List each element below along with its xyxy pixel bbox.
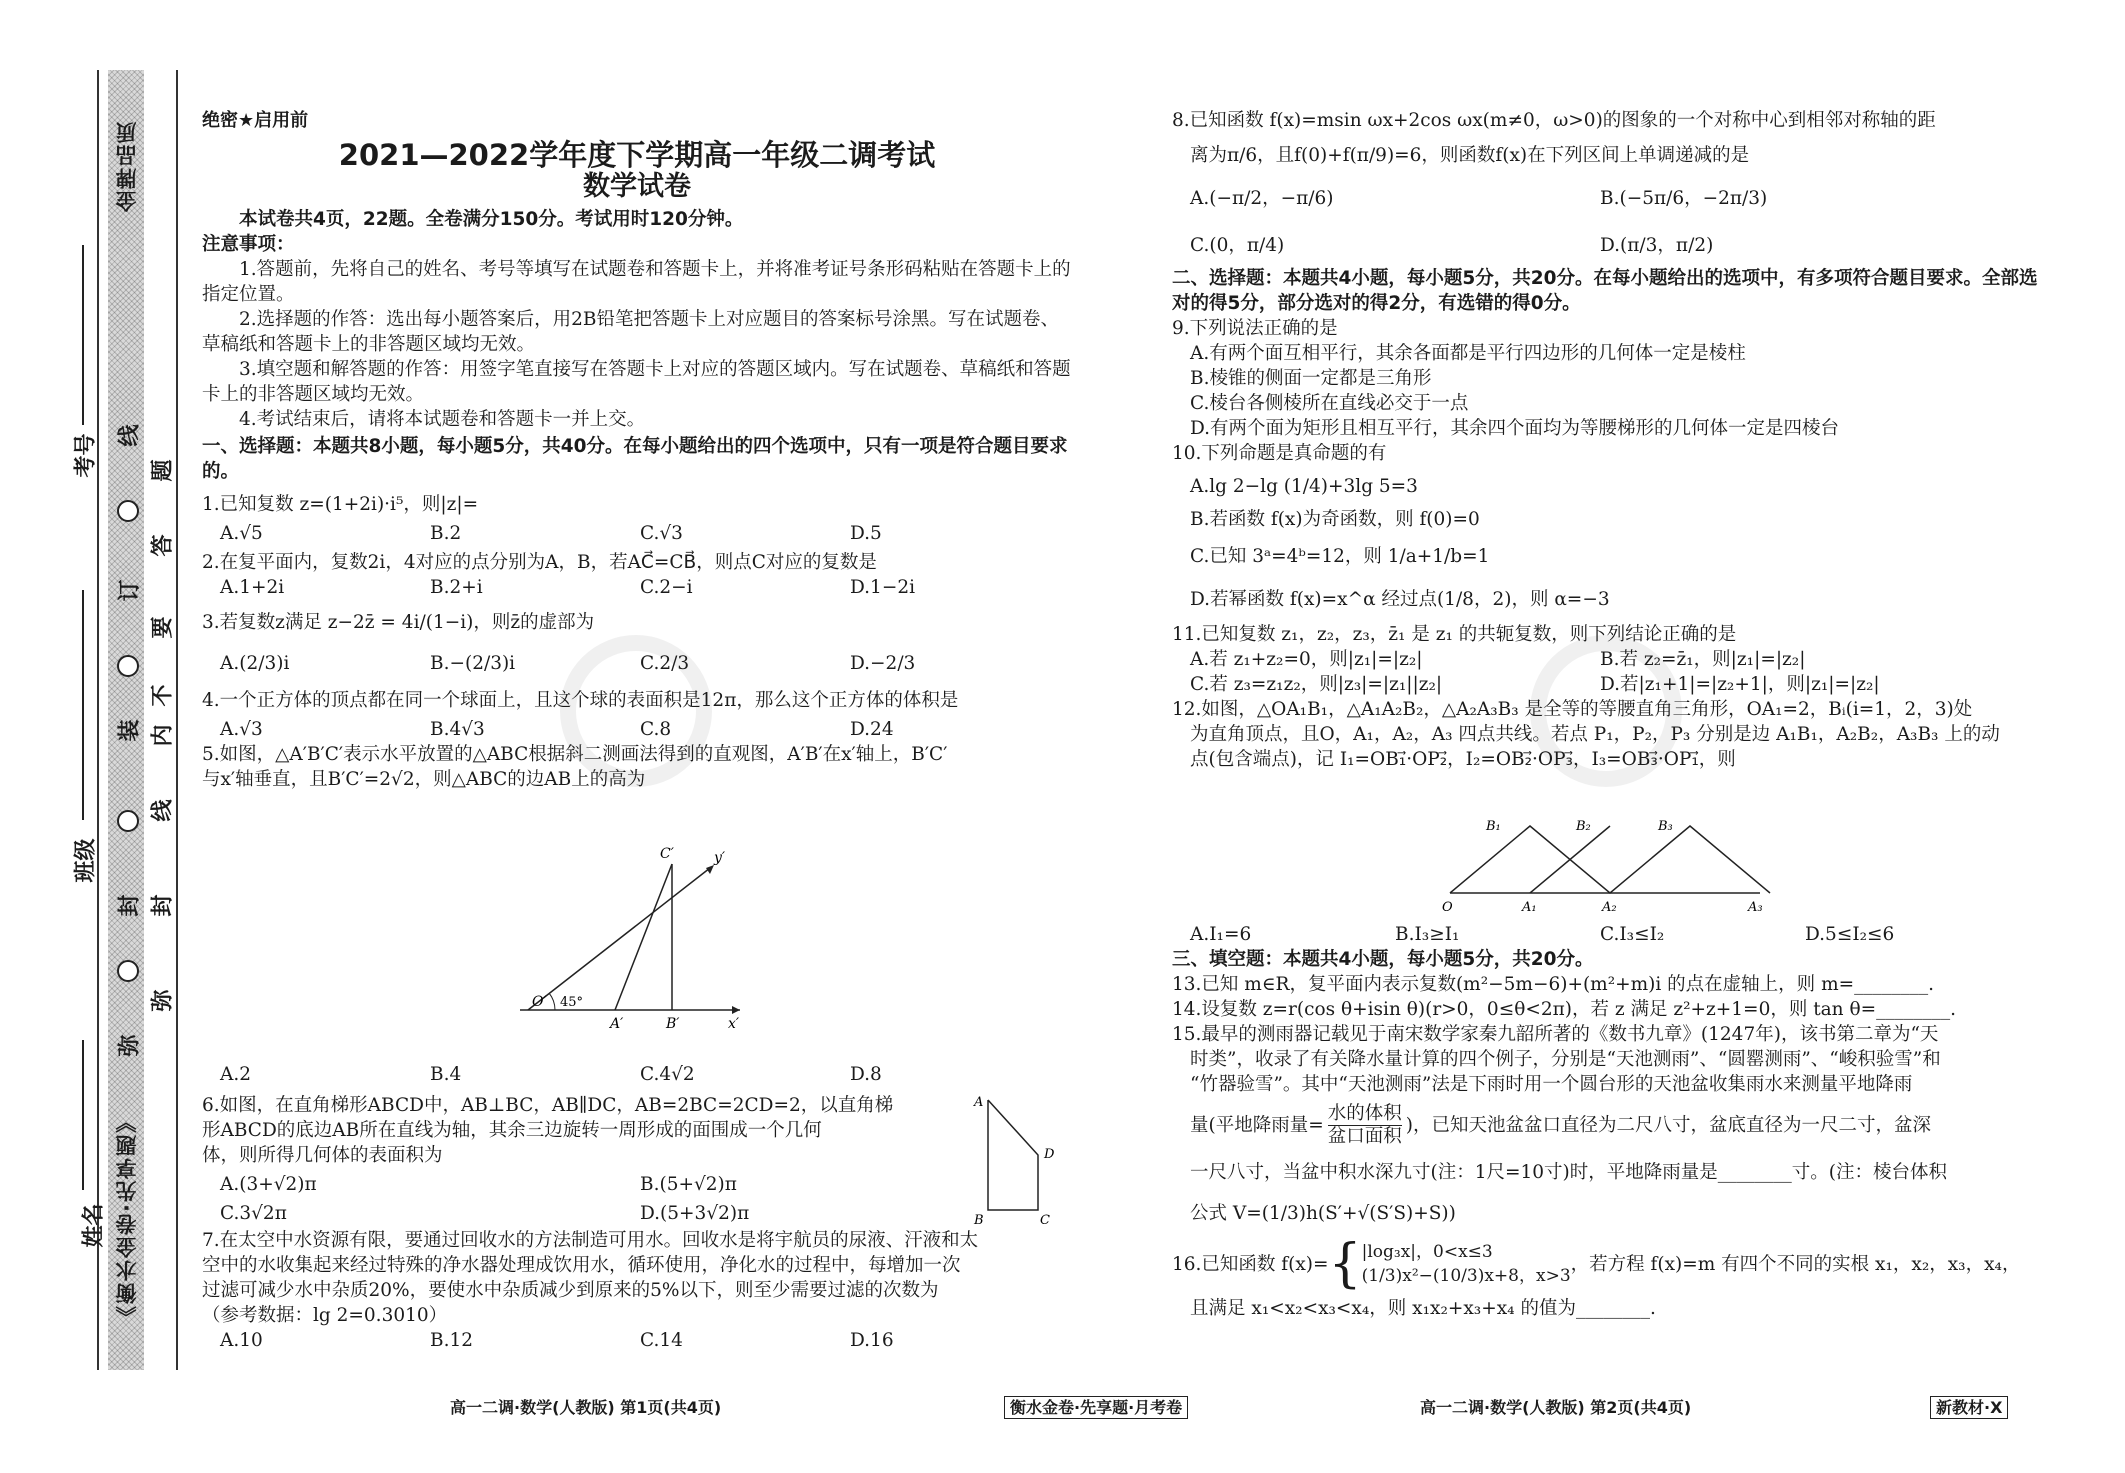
- option: C.2/3: [640, 653, 690, 674]
- left-page-lower: [202, 1062, 1072, 1353]
- options-6b: [220, 1201, 1072, 1226]
- secret-mark: 绝密★启用前: [202, 110, 309, 131]
- option: C.I₃≤I₂: [1600, 924, 1665, 945]
- exam-title: 2021—2022学年度下学期高一年级二调考试: [338, 138, 936, 172]
- option: B.若 z₂=z̄₁，则|z₁|=|z₂|: [1600, 649, 1806, 670]
- fraction: [1328, 1103, 1402, 1148]
- seal-rule-outer: [97, 70, 99, 1370]
- case: |log₃x|，0<x≤3: [1361, 1242, 1493, 1262]
- fig-label: B₂: [1576, 819, 1591, 834]
- question-6: 6.如图，在直角梯形ABCD中，AB⊥BC，AB∥DC，AB=2BC=2CD=2，以直角梯: [202, 1095, 894, 1116]
- option: D.若幂函数 f(x)=x^α 经过点(1/8，2)，则 α=−3: [1190, 589, 1610, 610]
- option: B.(−5π/6，−2π/3): [1600, 188, 1768, 209]
- seal-left-char: 装: [117, 719, 143, 742]
- seal-left-char: 订: [117, 579, 143, 602]
- seal-char: 内: [150, 724, 176, 747]
- question-11: 11.已知复数 z₁，z₂，z₃，z̄₁ 是 z₁ 的共轭复数，则下列结论正确的是: [1172, 624, 1737, 645]
- options-4: [220, 717, 1072, 742]
- question-7-cont: 过滤可减少水中杂质20%，要使水中杂质减少到原来的5%以下，则至少需要过滤的次数为: [202, 1280, 939, 1301]
- option: D.若|z₁+1|=|z₂+1|，则|z₁|=|z₂|: [1600, 674, 1880, 695]
- option: B.若函数 f(x)为奇函数，则 f(0)=0: [1190, 509, 1480, 530]
- option: D.(π/3，π/2): [1600, 235, 1714, 256]
- question-7-cont: （参考数据：lg 2=0.3010）: [202, 1305, 448, 1326]
- question-15: 15.最早的测雨器记载见于南宋数学家秦九韶所著的《数书九章》(1247年)，该书第二章为“天: [1172, 1024, 1939, 1045]
- seal-circle: [117, 500, 139, 522]
- options-1: [220, 521, 1072, 546]
- question-8-cont: 离为π/6，且f(0)+f(π/9)=6，则函数f(x)在下列区间上单调递减的是: [1190, 145, 1750, 166]
- section-1-heading: 一、选择题：本题共8小题，每小题5分，共40分。在每小题给出的四个选项中，只有一项是符合题目要求的。: [202, 436, 1068, 482]
- section-2-heading: 二、选择题：本题共4小题，每小题5分，共20分。在每小题给出的选项中，有多项符合题目要求。全部选对的得5分，部分选对的得2分，有选错的得0分。: [1172, 268, 2038, 314]
- fig-label: O′: [532, 994, 547, 1010]
- left-page: [202, 108, 1072, 792]
- option: D.16: [850, 1330, 894, 1351]
- options-3: [220, 651, 1072, 676]
- number-field-label: 考号: [73, 433, 99, 478]
- options-8a: [1190, 186, 2052, 211]
- text: ，若方程 f(x)=m 有四个不同的实根 x₁，x₂，x₃，x₄，: [1570, 1253, 2021, 1275]
- series-label: 《衡水金卷·先享题》: [115, 1110, 139, 1327]
- option: C.2−i: [640, 577, 693, 598]
- footer-tag-wrap: [1930, 1395, 2008, 1418]
- question-15-cont: 时类”，收录了有关降水量计算的四个例子，分别是“天池测雨”、“圆罂测雨”、“峻积验雪”和: [1190, 1049, 1941, 1070]
- seal-circle: [117, 960, 139, 982]
- option: C.14: [640, 1330, 683, 1351]
- option: D.5≤I₂≤6: [1805, 924, 1895, 945]
- fig-label: A₃: [1748, 900, 1763, 915]
- right-page: [1172, 108, 2052, 772]
- fig-label: D: [1044, 1147, 1055, 1162]
- text: 量(平地降雨量=: [1190, 1115, 1324, 1136]
- option: B.−(2/3)i: [430, 653, 516, 674]
- question-13: 13.已知 m∈R，复平面内表示复数(m²−5m−6)+(m²+m)i 的点在虚轴上，则 m=________.: [1172, 974, 1934, 995]
- option: D.1−2i: [850, 577, 916, 598]
- question-7: 7.在太空中水资源有限，要通过回收水的方法制造可用水。回收水是将宇航员的尿液、汗液和太: [202, 1230, 979, 1251]
- text: )，已知天池盆盆口直径为二尺八寸，盆底直径为一尺二寸，盆深: [1405, 1115, 1931, 1136]
- seal-char: 答: [150, 534, 176, 557]
- option: D.5: [850, 523, 882, 544]
- option: B.(5+√2)π: [640, 1174, 737, 1195]
- brand-label: 金牌品质: [115, 120, 139, 212]
- exam-info: 本试卷共4页，22题。全卷满分150分。考试用时120分钟。: [239, 209, 744, 230]
- question-15-cont: [1190, 1103, 2052, 1148]
- option: C.4√2: [640, 1064, 695, 1085]
- question-9: 9.下列说法正确的是: [1172, 318, 1338, 339]
- option: D.24: [850, 719, 894, 740]
- question-7-cont: 空中的水收集起来经过特殊的净水器处理成饮用水，循环使用，净化水的过程中，每增加一次: [202, 1255, 961, 1276]
- question-10: 10.下列命题是真命题的有: [1172, 443, 1387, 464]
- fig-label: x′: [728, 1016, 740, 1032]
- question-5-cont: 与x′轴垂直，且B′C′=2√2，则△ABC的边AB上的高为: [202, 769, 646, 790]
- footer-left: 高一二调·数学(人教版) 第1页(共4页): [450, 1398, 722, 1417]
- option: D.有两个面为矩形且相互平行，其余四个面均为等腰梯形的几何体一定是四棱台: [1190, 418, 1840, 439]
- option: A.2: [220, 1064, 252, 1085]
- seal-char: 封: [150, 894, 176, 917]
- footer-right: 高一二调·数学(人教版) 第2页(共4页): [1420, 1398, 1692, 1417]
- fig-label: B₃: [1658, 819, 1673, 834]
- option: C.8: [640, 719, 672, 740]
- question-8: 8.已知函数 f(x)=msin ωx+2cos ωx(m≠0，ω>0)的图象的一个对称中心到相邻对称轴的距: [1172, 110, 1936, 131]
- option: B.4√3: [430, 719, 485, 740]
- option: A.有两个面互相平行，其余各面都是平行四边形的几何体一定是棱柱: [1190, 343, 1746, 364]
- option: D.−2/3: [850, 653, 916, 674]
- text: 16.已知函数 f(x)=: [1172, 1253, 1329, 1275]
- option: B.2+i: [430, 577, 483, 598]
- seal-char: 不: [150, 684, 176, 707]
- option: A.lg 2−lg (1/4)+3lg 5=3: [1190, 476, 1418, 497]
- fig-label: 45°: [560, 995, 584, 1010]
- option: A.√3: [220, 719, 263, 740]
- question-14: 14.设复数 z=r(cos θ+isin θ)(r>0，0≤θ<2π)，若 z 满足 z²+z+1=0，则 tan θ=________.: [1172, 999, 1956, 1020]
- options-2: [220, 575, 1072, 600]
- seal-left-char: 线: [117, 424, 143, 447]
- option: B.棱锥的侧面一定都是三角形: [1190, 368, 1432, 389]
- option: B.2: [430, 523, 462, 544]
- option: A.若 z₁+z₂=0，则|z₁|=|z₂|: [1190, 649, 1423, 670]
- seal-char: 题: [150, 459, 176, 482]
- brace: {: [1328, 1234, 1362, 1294]
- option: A.1+2i: [220, 577, 285, 598]
- question-6-cont: 体，则所得几何体的表面积为: [202, 1145, 443, 1166]
- fraction-denominator: 盆口面积: [1327, 1126, 1402, 1147]
- options-6a: [220, 1172, 1072, 1197]
- question-1: 1.已知复数 z=(1+2i)·i⁵，则|z|=: [202, 494, 479, 515]
- option: C.已知 3ᵃ=4ᵇ=12，则 1/a+1/b=1: [1190, 546, 1490, 567]
- seal-char: 要: [150, 616, 176, 639]
- options-7: [220, 1328, 1072, 1353]
- question-4: 4.一个正方体的顶点都在同一个球面上，且这个球的表面积是12π，那么这个正方体的体积是: [202, 690, 959, 711]
- option: C.棱台各侧棱所在直线必交于一点: [1190, 393, 1469, 414]
- options-11a: [1190, 647, 2052, 672]
- right-page-lower: [1172, 922, 2052, 1321]
- options-5: [220, 1062, 1072, 1087]
- footer-tag: 新教材·X: [1930, 1396, 2008, 1419]
- class-field-label: 班级: [73, 838, 99, 883]
- question-3: 3.若复数z满足 z−2z̄ = 4i/(1−i)，则z̄的虚部为: [202, 612, 595, 633]
- option: B.4: [430, 1064, 462, 1085]
- question-15-cont: 一尺八寸，当盆中积水深九寸(注：1尺=10寸)时，平地降雨量是________寸。(注：棱台体积: [1190, 1162, 1947, 1183]
- note-item: 1.答题前，先将自己的姓名、考号等填写在试题卷和答题卡上，并将准考证号条形码粘贴在答题卡上的指定位置。: [202, 259, 1071, 305]
- options-8b: [1190, 233, 2052, 258]
- case: (1/3)x²−(10/3)x+8，x>3: [1361, 1266, 1571, 1286]
- seal-char: 弥: [150, 989, 176, 1012]
- option: A.I₁=6: [1190, 924, 1252, 945]
- option: A.(3+√2)π: [220, 1174, 317, 1195]
- option: D.8: [850, 1064, 882, 1085]
- note-item: 2.选择题的作答：选出每小题答案后，用2B铅笔把答题卡上对应题目的答案标号涂黑。写在试题卷、草稿纸和答题卡上的非答题区域均无效。: [202, 309, 1060, 355]
- footer-center: 衡水金卷·先享题·月考卷: [1004, 1396, 1188, 1419]
- fig-label: B: [974, 1213, 984, 1228]
- question-16-cont: 且满足 x₁<x₂<x₃<x₄，则 x₁x₂+x₃+x₄ 的值为________.: [1190, 1298, 1656, 1319]
- question-12-cont: 为直角顶点，且O，A₁，A₂，A₃ 四点共线。若点 P₁，P₂，P₃ 分别是边 A₁B₁，A₂B₂，A₃B₃ 上的动: [1190, 724, 2000, 745]
- fig-label: C: [1040, 1213, 1050, 1228]
- fig-label: C′: [660, 846, 674, 862]
- exam-subject: 数学试卷: [583, 171, 691, 202]
- seal-char: 线: [150, 799, 176, 822]
- options-12: [1190, 922, 2052, 947]
- option: B.12: [430, 1330, 474, 1351]
- name-field[interactable]: [82, 1040, 84, 1190]
- fig-label: B₁: [1486, 819, 1501, 834]
- question-2: 2.在复平面内，复数2i，4对应的点分别为A，B，若AC⃗=CB⃗，则点C对应的复数是: [202, 552, 877, 573]
- fig-label: O: [1442, 900, 1453, 915]
- fig-label: B′: [666, 1016, 680, 1032]
- option: A.(−π/2，−π/6): [1190, 188, 1334, 209]
- fig-label: y′: [714, 850, 726, 866]
- fig-label: A₂: [1602, 900, 1617, 915]
- section-3-heading: 三、填空题：本题共4小题，每小题5分，共20分。: [1172, 949, 1594, 970]
- note-item: 3.填空题和解答题的作答：用签字笔直接写在答题卡上对应的答题区域内。写在试题卷、草稿纸和答题卡上的非答题区域均无效。: [202, 359, 1071, 405]
- footer-center-wrap: [1004, 1395, 1188, 1418]
- options-11b: [1190, 672, 2052, 697]
- figure-triangles: [1430, 818, 1763, 918]
- question-16: [1172, 1234, 2052, 1294]
- number-field[interactable]: [82, 245, 84, 425]
- option: A.(2/3)i: [220, 653, 290, 674]
- question-6-cont: 形ABCD的底边AB所在直线为轴，其余三边旋转一周形成的面围成一个几何: [202, 1120, 822, 1141]
- option: A.10: [220, 1330, 263, 1351]
- option: C.(0，π/4): [1190, 235, 1285, 256]
- question-15-cont: 公式 V=(1/3)h(S′+√(S′S)+S)): [1190, 1203, 1456, 1224]
- seal-left-char: 弥: [117, 1034, 143, 1057]
- seal-left-char: 封: [117, 894, 143, 917]
- class-field[interactable]: [82, 590, 84, 820]
- figure-trapezoid: [968, 1090, 1068, 1230]
- question-5: 5.如图，△A′B′C′表示水平放置的△ABC根据斜二测画法得到的直观图，A′B′在x′轴上，B′C′: [202, 744, 948, 765]
- option: C.若 z₃=z₁z₂，则|z₃|=|z₁||z₂|: [1190, 674, 1443, 695]
- seal-circle: [117, 810, 139, 832]
- fig-label: A: [974, 1095, 984, 1110]
- notes-heading: 注意事项：: [202, 234, 295, 255]
- question-12-cont: 点(包含端点)，记 I₁=OB₁⃗·OP₂⃗，I₂=OB₂⃗·OP₃⃗，I₃=OB₃⃗·OP₁⃗，则: [1190, 749, 1736, 770]
- fig-label: A₁: [1522, 900, 1537, 915]
- option: C.√3: [640, 523, 683, 544]
- fraction-numerator: 水的体积: [1327, 1103, 1402, 1124]
- question-12: 12.如图，△OA₁B₁，△A₁A₂B₂，△A₂A₃B₃ 是全等的等腰直角三角形，OA₁=2，Bᵢ(i=1，2，3)处: [1172, 699, 1973, 720]
- name-field-label: 姓名: [81, 1203, 107, 1248]
- option: A.√5: [220, 523, 263, 544]
- piecewise-cases: [1362, 1240, 1571, 1288]
- note-item: 4.考试结束后，请将本试题卷和答题卡一并上交。: [239, 409, 646, 430]
- option: D.(5+3√2)π: [640, 1203, 750, 1224]
- seal-rule-inner: [176, 70, 178, 1370]
- figure-oblique-triangle: [500, 840, 760, 1040]
- option: B.I₃≥I₁: [1395, 924, 1460, 945]
- fig-label: A′: [610, 1016, 624, 1032]
- seal-circle: [117, 655, 139, 677]
- question-15-cont: “竹器验雪”。其中“天池测雨”法是下雨时用一个圆台形的天池盆收集雨水来测量平地降雨: [1190, 1074, 1913, 1095]
- option: C.3√2π: [220, 1203, 287, 1224]
